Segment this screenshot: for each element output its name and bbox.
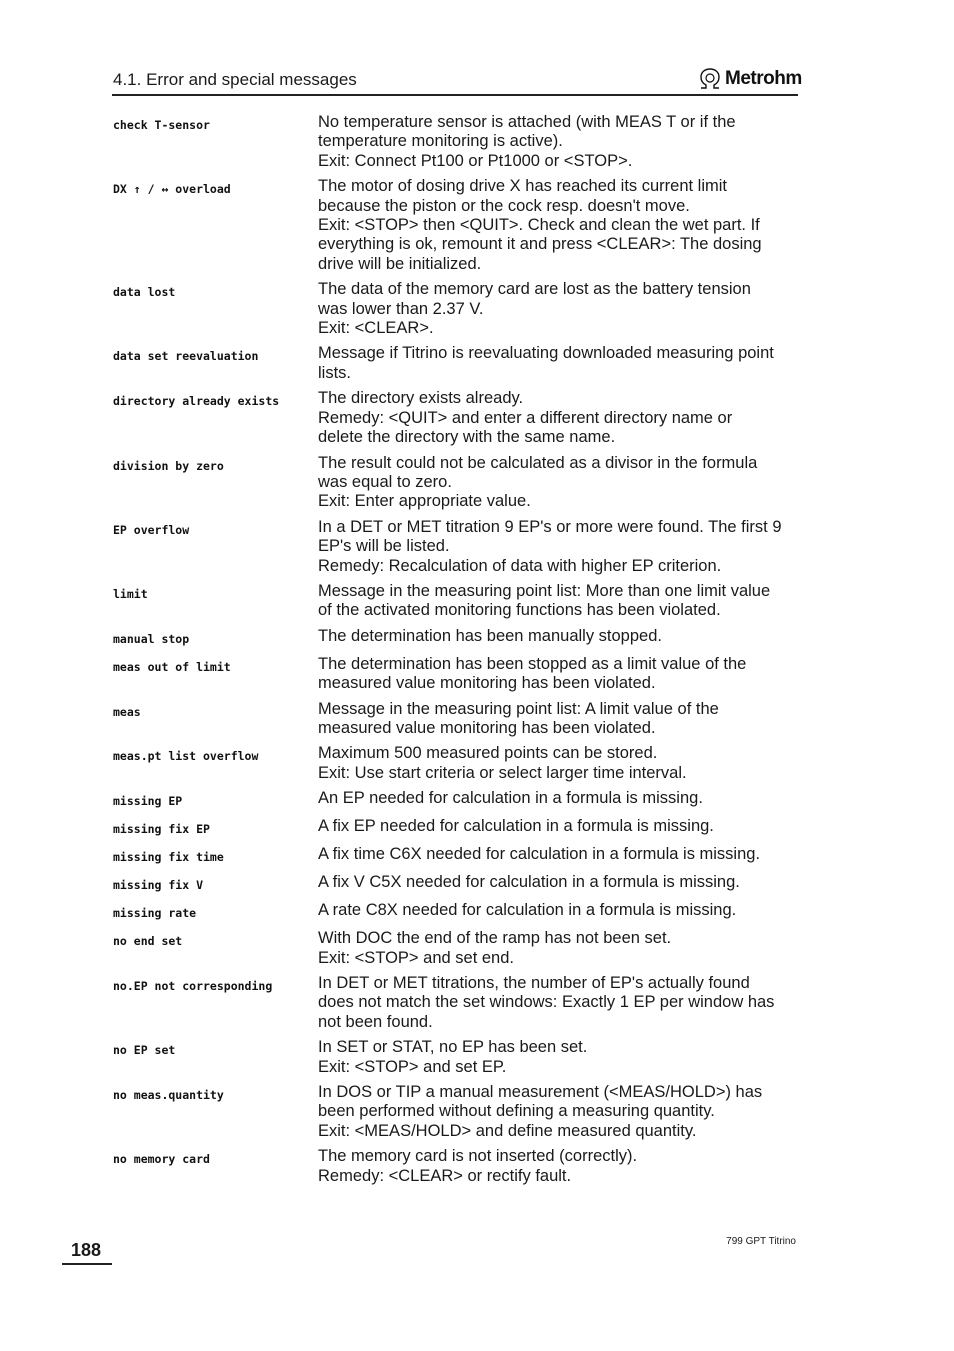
section-title: 4.1. Error and special messages (113, 70, 357, 89)
description-line: The memory card is not inserted (correctly). (318, 1147, 638, 1166)
message-entry (113, 518, 798, 576)
message-description (318, 1038, 798, 1077)
description-line: Message in the measuring point list: More than one limit value (318, 581, 771, 600)
description-line: A fix EP needed for calculation in a formula is missing. (318, 817, 714, 836)
description-line: The data of the memory card are lost as the battery tension (318, 280, 751, 299)
message-entry (113, 177, 798, 274)
description-line: The determination has been stopped as a limit value of the (318, 654, 747, 673)
message-code: no memory card (113, 1152, 210, 1167)
description-line: everything is ok, remount it and press <CLEAR>: The dosing (318, 235, 762, 254)
message-list (113, 113, 798, 1192)
omega-logo-icon (697, 67, 723, 91)
description-line: does not match the set windows: Exactly 1 EP per window has (318, 993, 775, 1012)
description-line: Exit: <CLEAR>. (318, 319, 434, 338)
description-line: because the piston or the cock resp. doesn't move. (318, 196, 690, 215)
description-line: was equal to zero. (318, 472, 452, 491)
message-description (318, 845, 798, 867)
description-line: Exit: Enter appropriate value. (318, 492, 531, 511)
message-entry (113, 113, 798, 171)
message-code: no end set (113, 934, 183, 949)
description-line: Exit: <MEAS/HOLD> and define measured quantity. (318, 1121, 697, 1140)
description-line: lists. (318, 363, 351, 382)
description-line: A rate C8X needed for calculation in a formula is missing. (318, 901, 737, 920)
description-line: No temperature sensor is attached (with MEAS T or if the (318, 113, 736, 131)
description-line: Remedy: <CLEAR> or rectify fault. (318, 1166, 572, 1185)
brand-name: Metrohm (725, 68, 802, 89)
message-description (318, 700, 798, 739)
description-line: The result could not be calculated as a divisor in the formula (318, 453, 758, 472)
message-entry (113, 1038, 798, 1077)
message-description (318, 873, 798, 895)
message-entry (113, 1147, 798, 1186)
message-code: missing fix V (113, 878, 204, 893)
message-description (318, 901, 798, 923)
message-code: meas out of limit (113, 659, 231, 674)
description-line: Message in the measuring point list: A limit value of the (318, 699, 719, 718)
message-description (318, 389, 798, 447)
message-code: missing EP (113, 794, 183, 809)
description-line: of the activated monitoring functions has been violated. (318, 601, 721, 620)
description-line: EP's will be listed. (318, 537, 450, 556)
message-description (318, 113, 798, 171)
brand-logo (697, 66, 802, 92)
message-description (318, 929, 798, 968)
footer-divider (62, 1263, 112, 1265)
description-line: In a DET or MET titration 9 EP's or more were found. The first 9 (318, 517, 782, 536)
message-code: missing fix time (113, 850, 224, 865)
message-description (318, 817, 798, 839)
description-line: Exit: Connect Pt100 or Pt1000 or <STOP>. (318, 151, 633, 170)
description-line: The directory exists already. (318, 389, 524, 408)
message-description (318, 454, 798, 512)
message-description (318, 627, 798, 649)
description-line: An EP needed for calculation in a formula is missing. (318, 789, 703, 808)
message-code: no EP set (113, 1043, 176, 1058)
message-code: manual stop (113, 631, 190, 646)
message-code: missing rate (113, 906, 197, 921)
description-line: not been found. (318, 1012, 433, 1031)
description-line: drive will be initialized. (318, 254, 482, 273)
page-number: 188 (71, 1240, 102, 1260)
description-line: Exit: <STOP> then <QUIT>. Check and clean the wet part. If (318, 216, 760, 235)
description-line: A fix time C6X needed for calculation in a formula is missing. (318, 845, 761, 864)
message-description (318, 344, 798, 383)
description-line: Exit: <STOP> and set EP. (318, 1057, 507, 1076)
description-line: In SET or STAT, no EP has been set. (318, 1038, 588, 1057)
message-code: directory already exists (113, 394, 280, 409)
message-code: check T-sensor (113, 118, 210, 132)
description-line: Maximum 500 measured points can be stored. (318, 744, 658, 763)
message-code: meas (113, 704, 141, 719)
message-code: meas.pt list overflow (113, 749, 259, 764)
message-description (318, 789, 798, 811)
message-entry (113, 744, 798, 783)
description-line: Remedy: <QUIT> and enter a different directory name or (318, 408, 733, 427)
description-line: In DOS or TIP a manual measurement (<MEAS/HOLD>) has (318, 1083, 763, 1102)
message-description (318, 1083, 798, 1141)
description-line: A fix V C5X needed for calculation in a formula is missing. (318, 873, 740, 892)
message-description (318, 518, 798, 576)
message-entry (113, 454, 798, 512)
message-description (318, 177, 798, 274)
description-line: temperature monitoring is active). (318, 132, 563, 151)
message-code: DX ↑ / ↔ overload (113, 182, 231, 197)
message-entry (113, 974, 798, 1032)
message-description (318, 744, 798, 783)
message-description (318, 582, 798, 621)
message-code: data lost (113, 285, 176, 300)
message-description (318, 280, 798, 338)
message-entry (113, 1083, 798, 1141)
product-name: 799 GPT Titrino (726, 1236, 796, 1247)
message-description (318, 974, 798, 1032)
description-line: delete the directory with the same name. (318, 428, 616, 447)
message-code: EP overflow (113, 522, 190, 537)
message-entry (113, 655, 798, 694)
message-code: data set reevaluation (113, 349, 259, 364)
description-line: was lower than 2.37 V. (318, 299, 484, 318)
message-entry (113, 873, 798, 895)
description-line: measured value monitoring has been violated. (318, 718, 656, 737)
message-description (318, 655, 798, 694)
message-entry (113, 389, 798, 447)
message-description (318, 1147, 798, 1186)
description-line: The determination has been manually stopped. (318, 626, 662, 645)
message-code: division by zero (113, 458, 224, 473)
message-entry (113, 929, 798, 968)
message-code: missing fix EP (113, 822, 210, 837)
message-entry (113, 845, 798, 867)
message-entry (113, 627, 798, 649)
message-entry (113, 789, 798, 811)
message-entry (113, 901, 798, 923)
description-line: With DOC the end of the ramp has not been set. (318, 929, 672, 948)
description-line: The motor of dosing drive X has reached its current limit (318, 177, 728, 196)
description-line: been performed without defining a measuring quantity. (318, 1102, 715, 1121)
message-entry (113, 700, 798, 739)
message-entry (113, 817, 798, 839)
message-entry (113, 582, 798, 621)
message-code: no meas.quantity (113, 1088, 224, 1103)
description-line: measured value monitoring has been violated. (318, 674, 656, 693)
message-code: no.EP not corresponding (113, 979, 273, 993)
message-code: limit (113, 586, 148, 601)
description-line: In DET or MET titrations, the number of EP's actually found (318, 974, 750, 992)
description-line: Remedy: Recalculation of data with higher EP criterion. (318, 556, 722, 575)
message-entry (113, 344, 798, 383)
message-entry (113, 280, 798, 338)
description-line: Exit: Use start criteria or select larger time interval. (318, 763, 687, 782)
description-line: Exit: <STOP> and set end. (318, 948, 514, 967)
description-line: Message if Titrino is reevaluating downloaded measuring point (318, 344, 774, 363)
header-divider (112, 94, 798, 96)
